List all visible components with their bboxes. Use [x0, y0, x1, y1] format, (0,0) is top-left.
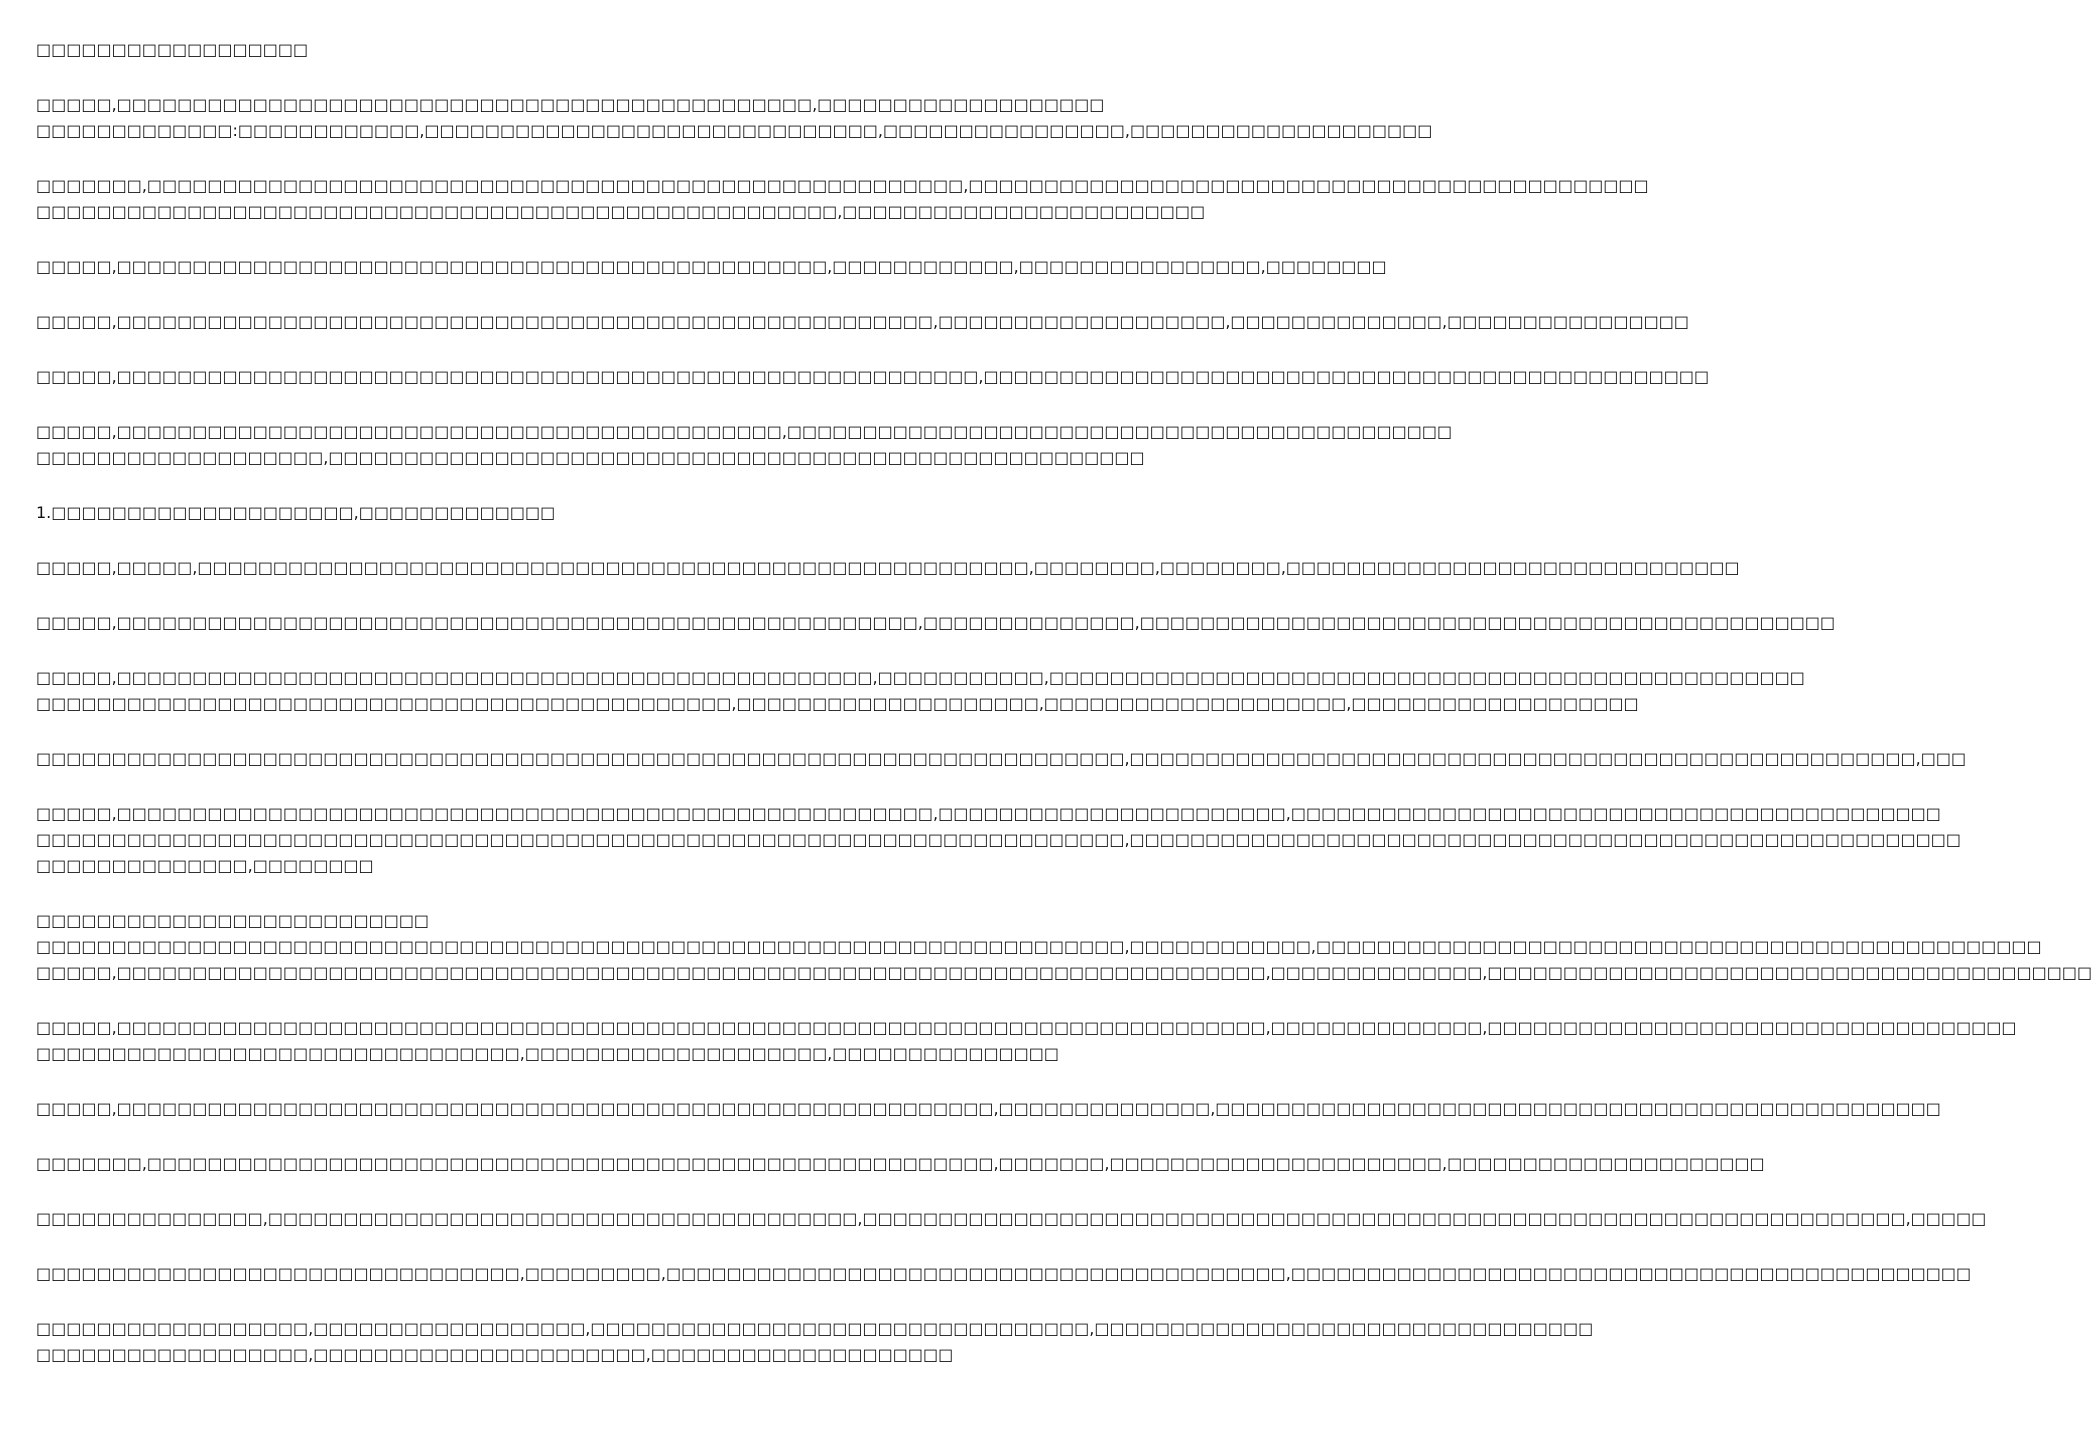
paragraph [36, 665, 1805, 717]
paragraph-line: □□□□□,□□□□□□□□□□□□□□□□□□□□□□□□□□□□□□□□□□□□□□□□□□□□,□□□□□□□□□□□□□□□□□□□□□□□□□□□□□□□□□□□□□□□□□□□□ [36, 422, 1453, 441]
paragraph-line: □□□□□,□□□□□□□□□□□□□□□□□□□□□□□□□□□□□□□□□□□□□□□□□□□□□□□□□□,□□□□□□□□□□□,□□□□□□□□□□□□□□□□□□□□□□□□□□□□□□□□□□□□□□□□□□□□□□□□□□ [36, 668, 1805, 687]
paragraph [36, 309, 1689, 335]
paragraph [36, 1015, 2017, 1067]
paragraph-line: □□□□□□□,□□□□□□□□□□□□□□□□□□□□□□□□□□□□□□□□□□□□□□□□□□□□□□□□□□□□□□□□,□□□□□□□,□□□□□□□□□□□□□□□□□□□□□□,□□□□□□□□□□□□□□□□□□□□□ [36, 1154, 1765, 1173]
paragraph-line: □□□□□□□□□□□□□□□□□□□□□□□□□□□□□□□□□□□□□□□□□□□□□□□□□□□□□,□□□□□□□□□□□□□□□□□□□□□□□□ [36, 202, 1206, 221]
paragraph-line: □□□□□,□□□□□,□□□□□□□□□□□□□□□□□□□□□□□□□□□□□□□□□□□□□□□□□□□□□□□□□□□□□□□,□□□□□□□□,□□□□□□□□,□□□□□□□□□□□□□□□□□□□□□□□□□□□□□□ [36, 558, 1740, 577]
paragraph-line: □□□□□□□□□□□□□□□□□□□□□□□□□□□□□□□□□□□□□□□□□□□□□□□□□□□□□□□□□□□□□□□□□□□□□□□□,□□□□□□□□□□□□□□□□□□□□□□□□□□□□□□□□□□□□□□□□□□□□□□□□□□□□□□□ [36, 830, 1961, 849]
paragraph [36, 801, 1961, 879]
paragraph-line: □□□□□□□□□□□□□□□□□□□□□□□□□□□□□□□□,□□□□□□□□□,□□□□□□□□□□□□□□□□□□□□□□□□□□□□□□□□□□□□□□□□□,□□□□□□□□□□□□□□□□□□□□□□□□□□□□□□□□□□□□□□□□□□□□□ [36, 1264, 1972, 1283]
paragraph-line: □□□□□,□□□□□□□□□□□□□□□□□□□□□□□□□□□□□□□□□□□□□□□□□□□□□□□□□□□□□□□□□□□□□□□□□□□□□□□□□□□□,□□□□□□□□□□□□□□,□□□□□□□□□□□□□□□□□□□□□□□□□□□□□□□□□□□ [36, 1018, 2017, 1037]
paragraph [36, 1151, 1765, 1177]
paragraph-line: □□□□□□□□□□□□□□□,□□□□□□□□□□□□□□□□□□□□□□□□□□□□□□□□□□□□□□□,□□□□□□□□□□□□□□□□□□□□□□□□□□□□□□□□□□□□□□□□□□□□□□□□□□□□□□□□□□□□□□□□□□□□□,□□□□□ [36, 1209, 1987, 1228]
paragraph [36, 419, 1453, 471]
paragraph-line: □□□□□□□□□□□□□□,□□□□□□□□ [36, 856, 374, 875]
paragraph-line: □□□□□□□□□□□□□□□□□□,□□□□□□□□□□□□□□□□□□,□□□□□□□□□□□□□□□□□□□□□□□□□□□□□□□□□,□□□□□□□□□□□□□□□□□□□□□□□□□□□□□□□□□ [36, 1319, 1594, 1338]
paragraph-line: □□□□□,□□□□□□□□□□□□□□□□□□□□□□□□□□□□□□□□□□□□□□□□□□□□□□□□□□□□□,□□□□□□□□□□□□□□,□□□□□□□□□□□□□□□□□□□□□□□□□□□□□□□□□□□□□□□□□□□□□□ [36, 613, 1836, 632]
paragraph-line: □□□□□□□,□□□□□□□□□□□□□□□□□□□□□□□□□□□□□□□□□□□□□□□□□□□□□□□□□□□□□□,□□□□□□□□□□□□□□□□□□□□□□□□□□□□□□□□□□□□□□□□□□□□□ [36, 176, 1649, 195]
paragraph-line: □□□□□□□□□□□□□□□□□□□□□□□□□□ [36, 911, 430, 930]
paragraph-line: □□□□□,□□□□□□□□□□□□□□□□□□□□□□□□□□□□□□□□□□□□□□□□□□□□□□□□□□□□□□□□□□□□□□□□□□□□□□□□□□□□,□□□□□□□□□□□□□□,□□□□□□□□□□□□□□□□□□□□□□□□□□□□□□□□□□□□□□□□ [36, 963, 2092, 982]
document-title [36, 37, 990, 63]
title-line: □□□□□□□□□□□□□□□□□□ [36, 40, 309, 59]
paragraph-line: □□□□□□□□□□□□□□□□□□□□□□□□□□□□□□□□□□□□□□□□□□□□□□□□□□□□□□□□□□□□□□□□□□□□□□□□,□□□□□□□□□□□□□□□□□□□□□□□□□□□□□□□□□□□□□□□□□□□□□□□□□□□□,□□□ [36, 749, 1967, 768]
document-page [36, 37, 2092, 1397]
document-body [36, 92, 2092, 1368]
paragraph-line: □□□□□□□□□□□□□□□□□□□□□□□□□□□□□□□□□□□□□□□□□□□□□□,□□□□□□□□□□□□□□□□□□□□,□□□□□□□□□□□□□□□□□□□□,□□□□□□□□□□□□□□□□□□□ [36, 694, 1639, 713]
paragraph [36, 746, 1967, 772]
paragraph-line: □□□□□□□□□□□□□□□□□□□□□□□□□□□□□□□□□□□□□□□□□□□□□□□□□□□□□□□□□□□□□□□□□□□□□□□□,□□□□□□□□□□□□,□□□□□□□□□□□□□□□□□□□□□□□□□□□□□□□□□□□□□□□□□□□□□□□□ [36, 937, 2042, 956]
paragraph [36, 908, 2042, 960]
paragraph [36, 254, 1387, 280]
paragraph [36, 500, 990, 526]
paragraph-line: 1.□□□□□□□□□□□□□□□□□□□□,□□□□□□□□□□□□□ [36, 503, 556, 522]
paragraph [36, 1316, 1594, 1368]
paragraph-line: □□□□□,□□□□□□□□□□□□□□□□□□□□□□□□□□□□□□□□□□□□□□□□□□□□□□□□□□□□□□,□□□□□□□□□□□□□□□□□□□,□□□□□□□□□□□□□□,□□□□□□□□□□□□□□□□ [36, 312, 1689, 331]
paragraph [36, 1096, 1941, 1122]
paragraph-line: □□□□□,□□□□□□□□□□□□□□□□□□□□□□□□□□□□□□□□□□□□□□□□□□□□□□□□□□□□□□□□□,□□□□□□□□□□□□□□□□□□□□□□□□□□□□□□□□□□□□□□□□□□□□□□□□ [36, 367, 1710, 386]
paragraph-line: □□□□□□□□□□□□□□□□□□□□□□□□□□□□□□□□,□□□□□□□□□□□□□□□□□□□□,□□□□□□□□□□□□□□□ [36, 1044, 1060, 1063]
paragraph [36, 1206, 1987, 1232]
paragraph [36, 960, 2092, 986]
paragraph [36, 364, 1710, 390]
paragraph [36, 173, 1649, 225]
paragraph-line: □□□□□,□□□□□□□□□□□□□□□□□□□□□□□□□□□□□□□□□□□□□□□□□□□□□□□□□□□□□□,□□□□□□□□□□□□□□□□□□□□□□□,□□□□□□□□□□□□□□□□□□□□□□□□□□□□□□□□□□□□□□□□□□□ [36, 804, 1941, 823]
paragraph-line: □□□□□□□□□□□□□□□□□□□,□□□□□□□□□□□□□□□□□□□□□□□□□□□□□□□□□□□□□□□□□□□□□□□□□□□□□□ [36, 448, 1145, 467]
paragraph [36, 610, 1836, 636]
paragraph-line: □□□□□,□□□□□□□□□□□□□□□□□□□□□□□□□□□□□□□□□□□□□□□□□□□□□□□,□□□□□□□□□□□□,□□□□□□□□□□□□□□□□,□□□□□□□□ [36, 257, 1387, 276]
paragraph [36, 555, 1740, 581]
paragraph [36, 1261, 1972, 1287]
paragraph-line: □□□□□,□□□□□□□□□□□□□□□□□□□□□□□□□□□□□□□□□□□□□□□□□□□□□□□□□□□□□□□□□□,□□□□□□□□□□□□□□,□□□□□□□□□□□□□□□□□□□□□□□□□□□□□□□□□□□□□□□□□□□□□□□□ [36, 1099, 1941, 1118]
paragraph-line: □□□□□,□□□□□□□□□□□□□□□□□□□□□□□□□□□□□□□□□□□□□□□□□□□□□□,□□□□□□□□□□□□□□□□□□□ [36, 95, 1105, 114]
paragraph-line: □□□□□□□□□□□□□□□□□□,□□□□□□□□□□□□□□□□□□□□□□,□□□□□□□□□□□□□□□□□□□□ [36, 1345, 954, 1364]
paragraph [36, 92, 1433, 144]
paragraph-line: □□□□□□□□□□□□□:□□□□□□□□□□□□,□□□□□□□□□□□□□□□□□□□□□□□□□□□□□□,□□□□□□□□□□□□□□□□,□□□□□□□□□□□□□□□□□□□□ [36, 121, 1433, 140]
